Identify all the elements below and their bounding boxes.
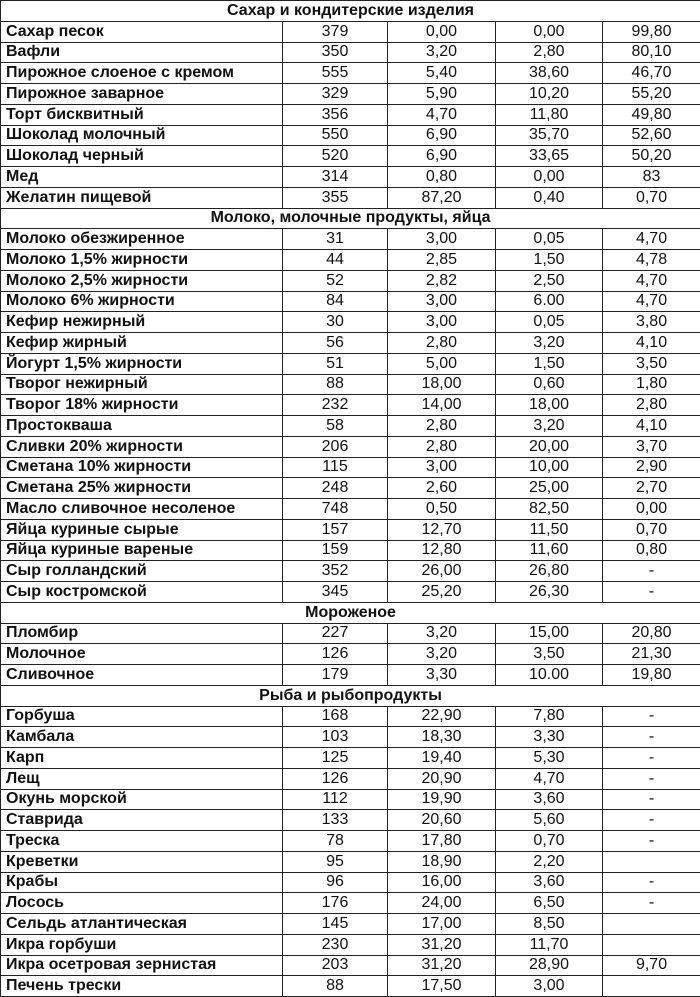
fat-cell: 28,90 <box>496 955 603 976</box>
protein-cell: 18,30 <box>388 727 496 748</box>
product-name-cell: Шоколад черный <box>1 146 283 167</box>
carbs-cell <box>603 976 700 997</box>
calories-cell: 126 <box>283 768 388 789</box>
table-row <box>1 21 700 42</box>
product-name-cell: Молоко 6% жирности <box>1 291 283 312</box>
fat-cell: 11,70 <box>496 934 603 955</box>
calories-cell: 112 <box>283 789 388 810</box>
product-name-cell: Кефир жирный <box>1 333 283 354</box>
product-name-cell: Креветки <box>1 851 283 872</box>
product-name-cell: Торт бисквитный <box>1 104 283 125</box>
protein-cell: 3,00 <box>388 229 496 250</box>
carbs-cell: - <box>603 561 700 582</box>
calories-cell: 58 <box>283 416 388 437</box>
carbs-cell: - <box>603 727 700 748</box>
protein-cell: 2,60 <box>388 478 496 499</box>
protein-cell: 5,00 <box>388 353 496 374</box>
calories-cell: 88 <box>283 976 388 997</box>
fat-cell: 15,00 <box>496 623 603 644</box>
fat-cell: 0,00 <box>496 167 603 188</box>
product-name-cell: Творог 18% жирности <box>1 395 283 416</box>
carbs-cell: 80,10 <box>603 42 700 63</box>
fat-cell: 3,50 <box>496 644 603 665</box>
calories-cell: 103 <box>283 727 388 748</box>
calories-cell: 145 <box>283 914 388 935</box>
calories-cell: 314 <box>283 167 388 188</box>
product-name-cell: Молоко 1,5% жирности <box>1 250 283 271</box>
calories-cell: 329 <box>283 84 388 105</box>
fat-cell: 20,00 <box>496 436 603 457</box>
carbs-cell: 50,20 <box>603 146 700 167</box>
calories-cell: 126 <box>283 644 388 665</box>
protein-cell: 6,90 <box>388 146 496 167</box>
carbs-cell: 0,70 <box>603 187 700 208</box>
carbs-cell: 4,78 <box>603 250 700 271</box>
table-row <box>1 104 700 125</box>
calories-cell: 159 <box>283 540 388 561</box>
product-name-cell: Вафли <box>1 42 283 63</box>
carbs-cell: - <box>603 706 700 727</box>
table-row <box>1 644 700 665</box>
calories-cell: 115 <box>283 457 388 478</box>
table-row <box>1 748 700 769</box>
carbs-cell: - <box>603 831 700 852</box>
product-name-cell: Сыр голландский <box>1 561 283 582</box>
fat-cell: 4,70 <box>496 768 603 789</box>
table-row <box>1 478 700 499</box>
protein-cell: 3,20 <box>388 42 496 63</box>
calories-cell: 133 <box>283 810 388 831</box>
protein-cell: 12,80 <box>388 540 496 561</box>
product-name-cell: Треска <box>1 831 283 852</box>
table-row <box>1 125 700 146</box>
calories-cell: 232 <box>283 395 388 416</box>
section-title: Молоко, молочные продукты, яйца <box>1 208 700 229</box>
protein-cell: 0,50 <box>388 499 496 520</box>
calories-cell: 248 <box>283 478 388 499</box>
fat-cell: 10,20 <box>496 84 603 105</box>
calories-cell: 355 <box>283 187 388 208</box>
calories-cell: 44 <box>283 250 388 271</box>
product-name-cell: Пирожное заварное <box>1 84 283 105</box>
carbs-cell: 52,60 <box>603 125 700 146</box>
carbs-cell: 1,80 <box>603 374 700 395</box>
table-row <box>1 312 700 333</box>
fat-cell: 25,00 <box>496 478 603 499</box>
product-name-cell: Масло сливочное несоленое <box>1 499 283 520</box>
fat-cell: 3,60 <box>496 789 603 810</box>
product-name-cell: Сыр костромской <box>1 582 283 603</box>
protein-cell: 2,80 <box>388 333 496 354</box>
table-row <box>1 768 700 789</box>
fat-cell: 38,60 <box>496 63 603 84</box>
fat-cell: 10,00 <box>496 457 603 478</box>
protein-cell: 25,20 <box>388 582 496 603</box>
carbs-cell: 0,80 <box>603 540 700 561</box>
protein-cell: 17,80 <box>388 831 496 852</box>
table-row <box>1 229 700 250</box>
protein-cell: 3,20 <box>388 644 496 665</box>
protein-cell: 3,20 <box>388 623 496 644</box>
product-name-cell: Молочное <box>1 644 283 665</box>
carbs-cell: 55,20 <box>603 84 700 105</box>
product-name-cell: Простокваша <box>1 416 283 437</box>
protein-cell: 2,80 <box>388 416 496 437</box>
table-row <box>1 706 700 727</box>
table-row <box>1 84 700 105</box>
carbs-cell: - <box>603 810 700 831</box>
fat-cell: 3,00 <box>496 976 603 997</box>
protein-cell: 87,20 <box>388 187 496 208</box>
carbs-cell: 3,70 <box>603 436 700 457</box>
product-name-cell: Крабы <box>1 872 283 893</box>
product-name-cell: Печень трески <box>1 976 283 997</box>
section-header-row <box>1 208 700 229</box>
fat-cell: 10.00 <box>496 665 603 686</box>
carbs-cell: 83 <box>603 167 700 188</box>
calories-cell: 230 <box>283 934 388 955</box>
calories-cell: 550 <box>283 125 388 146</box>
product-name-cell: Сметана 10% жирности <box>1 457 283 478</box>
product-name-cell: Молоко 2,5% жирности <box>1 270 283 291</box>
product-name-cell: Кефир нежирный <box>1 312 283 333</box>
fat-cell: 0,60 <box>496 374 603 395</box>
protein-cell: 2,82 <box>388 270 496 291</box>
carbs-cell: 49,80 <box>603 104 700 125</box>
carbs-cell: 4,70 <box>603 270 700 291</box>
calories-cell: 78 <box>283 831 388 852</box>
carbs-cell: 2,70 <box>603 478 700 499</box>
protein-cell: 24,00 <box>388 893 496 914</box>
carbs-cell: 4,10 <box>603 333 700 354</box>
fat-cell: 8,50 <box>496 914 603 935</box>
product-name-cell: Лосось <box>1 893 283 914</box>
product-name-cell: Горбуша <box>1 706 283 727</box>
carbs-cell: 2,80 <box>603 395 700 416</box>
product-name-cell: Яйца куриные вареные <box>1 540 283 561</box>
protein-cell: 20,90 <box>388 768 496 789</box>
fat-cell: 0,70 <box>496 831 603 852</box>
product-name-cell: Карп <box>1 748 283 769</box>
protein-cell: 5,90 <box>388 84 496 105</box>
fat-cell: 0,00 <box>496 21 603 42</box>
product-name-cell: Сливочное <box>1 665 283 686</box>
product-name-cell: Икра горбуши <box>1 934 283 955</box>
calories-cell: 84 <box>283 291 388 312</box>
section-header-row <box>1 685 700 706</box>
table-row <box>1 457 700 478</box>
product-name-cell: Мед <box>1 167 283 188</box>
carbs-cell: - <box>603 748 700 769</box>
protein-cell: 14,00 <box>388 395 496 416</box>
table-row <box>1 333 700 354</box>
table-row <box>1 167 700 188</box>
protein-cell: 18,00 <box>388 374 496 395</box>
table-row <box>1 914 700 935</box>
fat-cell: 2,80 <box>496 42 603 63</box>
calories-cell: 176 <box>283 893 388 914</box>
table-row <box>1 270 700 291</box>
table-row <box>1 893 700 914</box>
table-row <box>1 955 700 976</box>
fat-cell: 3,20 <box>496 416 603 437</box>
product-name-cell: Сельдь атлантическая <box>1 914 283 935</box>
calories-cell: 157 <box>283 519 388 540</box>
table-row <box>1 374 700 395</box>
calories-cell: 88 <box>283 374 388 395</box>
protein-cell: 2,85 <box>388 250 496 271</box>
fat-cell: 2,20 <box>496 851 603 872</box>
calories-cell: 51 <box>283 353 388 374</box>
calories-cell: 227 <box>283 623 388 644</box>
protein-cell: 3,30 <box>388 665 496 686</box>
table-row <box>1 499 700 520</box>
fat-cell: 18,00 <box>496 395 603 416</box>
calories-cell: 379 <box>283 21 388 42</box>
table-row <box>1 291 700 312</box>
product-name-cell: Ставрида <box>1 810 283 831</box>
calories-cell: 30 <box>283 312 388 333</box>
calories-cell: 125 <box>283 748 388 769</box>
calories-cell: 203 <box>283 955 388 976</box>
table-row <box>1 146 700 167</box>
fat-cell: 1,50 <box>496 250 603 271</box>
section-title: Мороженое <box>1 602 700 623</box>
calories-cell: 350 <box>283 42 388 63</box>
table-row <box>1 831 700 852</box>
carbs-cell: 21,30 <box>603 644 700 665</box>
fat-cell: 0,05 <box>496 312 603 333</box>
calories-cell: 206 <box>283 436 388 457</box>
fat-cell: 11,80 <box>496 104 603 125</box>
protein-cell: 20,60 <box>388 810 496 831</box>
product-name-cell: Икра осетровая зернистая <box>1 955 283 976</box>
protein-cell: 3,00 <box>388 457 496 478</box>
protein-cell: 22,90 <box>388 706 496 727</box>
protein-cell: 0,80 <box>388 167 496 188</box>
table-row <box>1 851 700 872</box>
table-row <box>1 353 700 374</box>
protein-cell: 3,00 <box>388 312 496 333</box>
carbs-cell: - <box>603 768 700 789</box>
fat-cell: 33,65 <box>496 146 603 167</box>
fat-cell: 3,20 <box>496 333 603 354</box>
fat-cell: 2,50 <box>496 270 603 291</box>
fat-cell: 5,30 <box>496 748 603 769</box>
table-row <box>1 519 700 540</box>
protein-cell: 26,00 <box>388 561 496 582</box>
table-row <box>1 789 700 810</box>
fat-cell: 6,50 <box>496 893 603 914</box>
carbs-cell: 19,80 <box>603 665 700 686</box>
carbs-cell: - <box>603 893 700 914</box>
protein-cell: 19,90 <box>388 789 496 810</box>
protein-cell: 6,90 <box>388 125 496 146</box>
carbs-cell: 99,80 <box>603 21 700 42</box>
carbs-cell: 4,70 <box>603 229 700 250</box>
protein-cell: 16,00 <box>388 872 496 893</box>
table-row <box>1 623 700 644</box>
carbs-cell: 20,80 <box>603 623 700 644</box>
table-row <box>1 416 700 437</box>
product-name-cell: Йогурт 1,5% жирности <box>1 353 283 374</box>
carbs-cell <box>603 851 700 872</box>
product-name-cell: Камбала <box>1 727 283 748</box>
fat-cell: 35,70 <box>496 125 603 146</box>
product-name-cell: Сметана 25% жирности <box>1 478 283 499</box>
carbs-cell <box>603 934 700 955</box>
calories-cell: 96 <box>283 872 388 893</box>
table-row <box>1 810 700 831</box>
calories-cell: 179 <box>283 665 388 686</box>
carbs-cell: 9,70 <box>603 955 700 976</box>
table-row <box>1 42 700 63</box>
table-row <box>1 250 700 271</box>
calories-cell: 356 <box>283 104 388 125</box>
fat-cell: 1,50 <box>496 353 603 374</box>
table-row <box>1 665 700 686</box>
protein-cell: 18,90 <box>388 851 496 872</box>
calories-cell: 520 <box>283 146 388 167</box>
protein-cell: 31,20 <box>388 934 496 955</box>
product-name-cell: Молоко обезжиренное <box>1 229 283 250</box>
calories-cell: 168 <box>283 706 388 727</box>
product-name-cell: Шоколад молочный <box>1 125 283 146</box>
protein-cell: 12,70 <box>388 519 496 540</box>
calories-cell: 555 <box>283 63 388 84</box>
product-name-cell: Яйца куриные сырые <box>1 519 283 540</box>
carbs-cell: 0,00 <box>603 499 700 520</box>
protein-cell: 17,00 <box>388 914 496 935</box>
carbs-cell: 46,70 <box>603 63 700 84</box>
product-name-cell: Пломбир <box>1 623 283 644</box>
product-name-cell: Сливки 20% жирности <box>1 436 283 457</box>
fat-cell: 6.00 <box>496 291 603 312</box>
carbs-cell: 4,10 <box>603 416 700 437</box>
section-header-row <box>1 1 700 22</box>
calories-cell: 748 <box>283 499 388 520</box>
table-row <box>1 395 700 416</box>
table-row <box>1 187 700 208</box>
fat-cell: 0,05 <box>496 229 603 250</box>
carbs-cell: 4,70 <box>603 291 700 312</box>
protein-cell: 5,40 <box>388 63 496 84</box>
product-name-cell: Желатин пищевой <box>1 187 283 208</box>
table-row <box>1 872 700 893</box>
fat-cell: 3,60 <box>496 872 603 893</box>
table-row <box>1 976 700 997</box>
table-row <box>1 540 700 561</box>
protein-cell: 0,00 <box>388 21 496 42</box>
table-row <box>1 436 700 457</box>
fat-cell: 0,40 <box>496 187 603 208</box>
table-row <box>1 934 700 955</box>
product-name-cell: Сахар песок <box>1 21 283 42</box>
carbs-cell: - <box>603 582 700 603</box>
product-name-cell: Лещ <box>1 768 283 789</box>
calories-cell: 95 <box>283 851 388 872</box>
protein-cell: 2,80 <box>388 436 496 457</box>
carbs-cell <box>603 914 700 935</box>
table-row <box>1 561 700 582</box>
calories-cell: 352 <box>283 561 388 582</box>
protein-cell: 4,70 <box>388 104 496 125</box>
carbs-cell: 3,50 <box>603 353 700 374</box>
section-title: Рыба и рыбопродукты <box>1 685 700 706</box>
fat-cell: 7,80 <box>496 706 603 727</box>
product-name-cell: Окунь морской <box>1 789 283 810</box>
section-title: Сахар и кондитерские изделия <box>1 1 700 22</box>
calories-cell: 345 <box>283 582 388 603</box>
fat-cell: 3,30 <box>496 727 603 748</box>
table-row <box>1 63 700 84</box>
calories-cell: 56 <box>283 333 388 354</box>
protein-cell: 3,00 <box>388 291 496 312</box>
protein-cell: 17,50 <box>388 976 496 997</box>
carbs-cell: 2,90 <box>603 457 700 478</box>
fat-cell: 26,80 <box>496 561 603 582</box>
table-row <box>1 582 700 603</box>
fat-cell: 26,30 <box>496 582 603 603</box>
protein-cell: 19,40 <box>388 748 496 769</box>
fat-cell: 11,50 <box>496 519 603 540</box>
table-body <box>1 1 700 997</box>
calories-cell: 31 <box>283 229 388 250</box>
product-name-cell: Творог нежирный <box>1 374 283 395</box>
product-name-cell: Пирожное слоеное с кремом <box>1 63 283 84</box>
carbs-cell: - <box>603 789 700 810</box>
carbs-cell: 0,70 <box>603 519 700 540</box>
table-row <box>1 727 700 748</box>
carbs-cell: - <box>603 872 700 893</box>
protein-cell: 31,20 <box>388 955 496 976</box>
fat-cell: 82,50 <box>496 499 603 520</box>
fat-cell: 11,60 <box>496 540 603 561</box>
calories-cell: 52 <box>283 270 388 291</box>
fat-cell: 5,60 <box>496 810 603 831</box>
carbs-cell: 3,80 <box>603 312 700 333</box>
section-header-row <box>1 602 700 623</box>
